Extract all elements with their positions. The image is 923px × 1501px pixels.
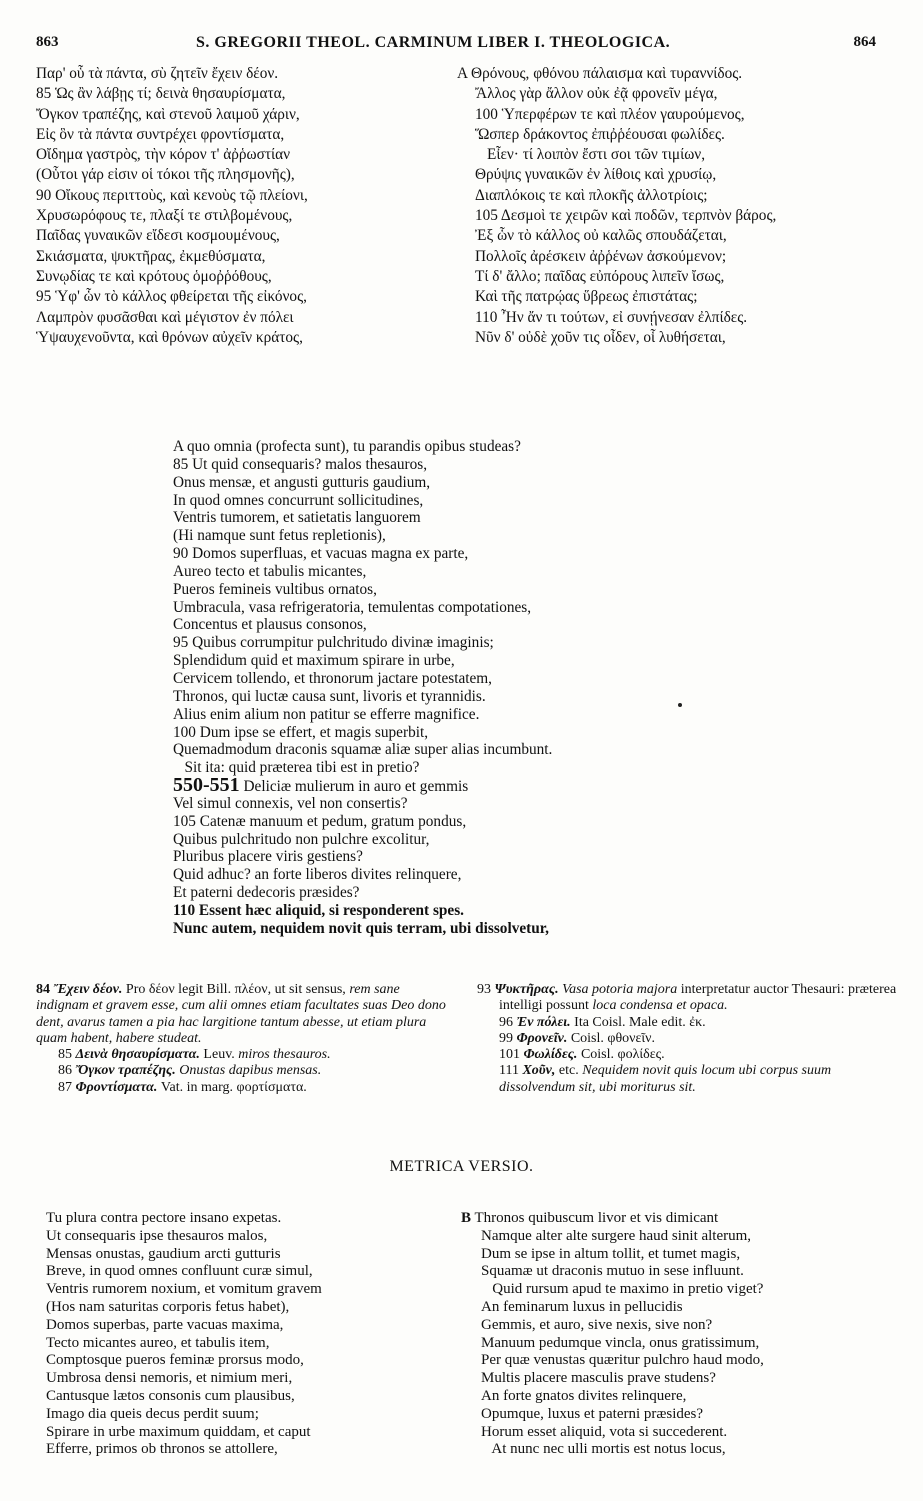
latin-line: Ventris tumorem, et satietatis languorem [173, 509, 421, 527]
verse-line: Dum se ipse in altum tollit, et tumet magis, [481, 1245, 741, 1262]
footnote-lemma: Ὄγκον τραπέζης. [75, 1063, 176, 1079]
verse-line: Imago dia queis decus perdit suum; [46, 1405, 259, 1422]
footnote [36, 1080, 446, 1096]
latin-line: Quid adhuc? an forte liberos divites relinquere, [173, 866, 462, 884]
footnote-italic: rem sane indignam et gravem esse, cum alii omnes etiam facultates suas Deo dono dent, avarus tamen a pia hac largitione tantum abesse, ut etiam plura quam habent, habere studeat. [36, 982, 446, 1046]
latin-line: (Hi namque sunt fetus repletionis), [173, 527, 386, 545]
greek-line: Παῖδας γυναικῶν εἴδεσι κοσμουμένους, [36, 227, 280, 245]
verse-line: Breve, in quod omnes confluunt curæ simul, [46, 1263, 313, 1280]
greek-line: Ὄγκον τραπέζης, καὶ στενοῦ λαιμοῦ χάριν, [36, 105, 300, 123]
footnote-text: Pro δέον legit Bill. πλέον, ut sit sensus, [122, 982, 350, 997]
latin-line: A quo omnia (profecta sunt), tu parandis opibus studeas? [173, 438, 521, 455]
section-heading: METRICA VERSIO. [389, 1158, 534, 1175]
greek-line: Οἴδημα γαστρὸς, τὴν κόρον τ' ἀῤῥωστίαν [36, 146, 291, 164]
greek-line: 90 Οἴκους περιττοὺς, καὶ κενοὺς τῷ πλείονι, [36, 186, 308, 204]
greek-line-text: Θρόνους, φθόνου πάλαισμα καὶ τυραννίδος. [471, 65, 743, 82]
footnote-number: 111 [499, 1063, 519, 1079]
verse-line: Spirare in urbe maximum quiddam, et caput [46, 1423, 311, 1440]
verse-line: Manuum pedumque vincla, onus gratissimum, [481, 1334, 760, 1351]
footnote-italic: Vasa potoria majora [562, 982, 678, 997]
verse-line: (Hos nam saturitas corporis fetus habet), [46, 1298, 290, 1315]
latin-line: Quemadmodum draconis squamæ aliæ super alias incumbunt. [173, 741, 553, 759]
footnote [36, 1063, 446, 1079]
greek-line: Παρ' οὗ τὰ πάντα, σὺ ζητεῖν ἔχειν δέον. [36, 65, 279, 82]
greek-line: 110 Ἦν ἄν τι τούτων, εἰ συνῄνεσαν ἐλπίδες. [475, 308, 748, 326]
latin-line: 95 Quibus corrumpitur pulchritudo divinæ imaginis; [173, 634, 494, 652]
greek-line: Ἐξ ὧν τὸ κάλλος οὐ καλῶς σπουδάζεται, [475, 227, 727, 245]
verse-line: At nunc nec ulli mortis est notus locus, [481, 1441, 726, 1458]
greek-line: Συνῳδίας τε καὶ κρότους ὁμοῤῥόθους, [36, 267, 272, 285]
footnote-italic: Nequidem novit quis locum ubi corpus suum dissolvendum sit, ubi moriturus sit. [499, 1063, 832, 1095]
latin-line: Onus mensæ, et angusti gutturis gaudium, [173, 473, 431, 491]
footnote-lemma: Χοῦν, [522, 1063, 556, 1079]
verse-line: Domos superbas, parte vacuas maxima, [46, 1316, 284, 1333]
verse-line: Namque alter alte surgere haud sinit alterum, [481, 1227, 752, 1244]
latin-line: 100 Dum ipse se effert, et magis superbit, [173, 723, 429, 741]
greek-line: Πολλοῖς ἀρέσκειν ἀῤῥένων ἀσκούμενον; [475, 247, 727, 265]
verse-line: Tecto micantes aureo, et tabulis item, [46, 1334, 270, 1351]
left-column-number: 863 [36, 34, 59, 50]
right-column-number: 864 [853, 34, 876, 50]
footnote-number: 93 [477, 982, 491, 997]
verse-line-text: Thronos quibuscum livor et vis dimicant [474, 1210, 719, 1226]
greek-line: Θρύψις γυναικῶν ἐν λίθοις καὶ χρυσίῳ, [475, 166, 717, 184]
footnote-number: 96 [499, 1014, 513, 1030]
footnote [477, 1047, 897, 1063]
footnote-text: Leuv. [199, 1047, 239, 1063]
footnote-text: Ita Coisl. Male edit. ἐκ. [570, 1014, 706, 1030]
footnote-lemma: Ἐν πόλει. [516, 1014, 571, 1030]
greek-line: 85 Ὡς ἂν λάβῃς τί; δεινὰ θησαυρίσματα, [36, 85, 286, 103]
footnote-italic: loca condensa et opaca. [592, 998, 728, 1014]
latin-line: Vel simul connexis, vel non consertis? [173, 794, 408, 812]
greek-text-right-column [457, 64, 887, 348]
latin-line [173, 774, 713, 797]
footnotes-left [36, 982, 446, 1096]
latin-line: 90 Domos superfluas, et vacuas magna ex parte, [173, 545, 469, 563]
ink-speck [678, 703, 682, 707]
verse-line: Tu plura contra pectore insano expetas. [46, 1210, 282, 1226]
verse-line: Ut consequaris ipse thesauros malos, [46, 1227, 268, 1244]
latin-line-text: Deliciæ mulierum in auro et gemmis [243, 778, 469, 796]
latin-line: Et paterni dedecoris præsides? [173, 884, 360, 902]
column-marker: 550-551 [173, 774, 240, 797]
footnote-text: Vat. in marg. φορτίσματα. [157, 1079, 307, 1095]
greek-line: 100 Ὑπερφέρων τε καὶ πλέον γαυρούμενος, [475, 105, 745, 123]
verse-line: Mensas onustas, gaudium arcti gutturis [46, 1245, 281, 1262]
metrical-version-right-column [461, 1210, 891, 1459]
footnote-number: 101 [499, 1047, 520, 1063]
metrical-version-left-column [46, 1210, 466, 1459]
greek-line: Καὶ τῆς πατρῴας ὕβρεως ἐπιστάτας; [475, 288, 698, 306]
greek-line: Εἰς ὃν τὰ πάντα συντρέχει φροντίσματα, [36, 125, 285, 143]
verse-line: An feminarum luxus in pellucidis [481, 1298, 683, 1315]
footnote-lemma: Ψυκτῆρας. [494, 982, 559, 997]
verse-line: Gemmis, et auro, sive nexis, sive non? [481, 1316, 713, 1333]
footnote-lemma: Δεινὰ θησαυρίσματα. [75, 1047, 200, 1063]
latin-line: Thronos, qui luctæ causa sunt, livoris et tyrannidis. [173, 687, 486, 705]
verse-line: Squamæ ut draconis mutuo in sese influunt. [481, 1263, 744, 1280]
footnote-lemma: Φωλίδες. [523, 1047, 578, 1063]
latin-line: Concentus et plausus consonos, [173, 616, 367, 634]
latin-line: In quod omnes concurrunt sollicitudines, [173, 491, 424, 509]
running-title: S. GREGORII THEOL. CARMINUM LIBER I. THEOLOGICA. [196, 34, 671, 51]
footnote-lemma: Φρονεῖν. [516, 1030, 568, 1046]
footnotes-right [477, 982, 897, 1096]
greek-line: Λαμπρὸν φυσᾶσθαι καὶ μέγιστον ἐν πόλει [36, 308, 294, 326]
footnote [36, 1047, 446, 1063]
verse-line: Multis placere masculis prave studens? [481, 1370, 716, 1387]
footnote-number: 85 [58, 1047, 72, 1063]
verse-line: Umbrosa densi nemoris, et nimium meri, [46, 1370, 293, 1387]
verse-line: Horum esset aliquid, vota si succederent. [481, 1423, 728, 1440]
greek-line: Νῦν δ' οὐδὲ χοῦν τις οἶδεν, οἷ λυθήσεται, [475, 328, 726, 346]
footnote [477, 1015, 897, 1031]
verse-line: Cantusque lætos consonis cum plausibus, [46, 1387, 295, 1404]
verse-line: Quid rursum apud te maximo in pretio viget? [481, 1281, 764, 1298]
verse-line [461, 1210, 891, 1228]
latin-line: Umbracula, vasa refrigeratoria, temulentas compotationes, [173, 598, 532, 616]
latin-line: 105 Catenæ manuum et pedum, gratum pondus, [173, 812, 467, 830]
latin-line: 110 Essent hæc aliquid, si responderent spes. [173, 901, 464, 919]
page-header [36, 34, 876, 58]
footnote [477, 1063, 897, 1096]
footnote-italic: Onustas dapibus mensas. [179, 1063, 322, 1079]
latin-line: Alius enim alium non patitur se efferre magnifice. [173, 705, 480, 723]
footnote-number: 87 [58, 1079, 72, 1095]
verse-line: Comptosque pueros feminæ prorsus modo, [46, 1352, 304, 1369]
verse-line: An forte gnatos divites relinquere, [481, 1387, 687, 1404]
footnote-number: 99 [499, 1030, 513, 1046]
margin-marker-a: A [457, 65, 468, 82]
greek-line: (Οὗτοι γάρ εἰσιν οἱ τόκοι τῆς πλησμονῆς), [36, 166, 295, 184]
footnote-text: interpretatur auctor Thesauri: præterea intelligi possunt [499, 982, 897, 1014]
greek-line: Εἶεν· τί λοιπὸν ἔστι σοι τῶν τιμίων, [487, 146, 706, 164]
greek-line: Ὑψαυχενοῦντα, καὶ θρόνων αὐχεῖν κράτος, [36, 328, 303, 346]
greek-line: Ἄλλος γὰρ ἄλλον οὐκ ἐᾷ φρονεῖν μέγα, [475, 85, 718, 103]
latin-line: Nunc autem, nequidem novit quis terram, ubi dissolvetur, [173, 919, 549, 937]
latin-prose-translation [173, 438, 713, 938]
footnote-lemma: Ἔχειν δέον. [53, 982, 123, 997]
greek-line [457, 64, 887, 84]
greek-text-left-column [36, 64, 456, 348]
latin-line: Pueros femineis vultibus ornatos, [173, 580, 377, 598]
footnote [477, 982, 897, 1015]
latin-line: Splendidum quid et maximum spirare in urbe, [173, 652, 455, 670]
verse-line: Efferre, primos ob thronos se attollere, [46, 1441, 278, 1458]
latin-line: Pluribus placere viris gestiens? [173, 848, 363, 866]
greek-line: Χρυσωρόφους τε, πλαξί τε στιλβομένους, [36, 207, 293, 225]
greek-line: Διαπλόκοις τε καὶ πλοκῆς ἀλλοτρίοις; [475, 186, 708, 204]
footnote-text: Coisl. φολίδες. [577, 1047, 665, 1063]
greek-line: Τί δ' ἄλλο; παῖδας εὐπόρους λιπεῖν ἴσως, [475, 267, 725, 285]
footnote-lemma: Φροντίσματα. [75, 1079, 158, 1095]
verse-line: Ventris rumorem noxium, et vomitum gravem [46, 1281, 322, 1298]
footnote-italic: miros thesauros. [238, 1047, 331, 1063]
footnote [36, 982, 446, 1047]
greek-line: 105 Δεσμοὶ τε χειρῶν καὶ ποδῶν, τερπνὸν βάρος, [475, 207, 777, 225]
latin-line: Cervicem tollendo, et thronorum jactare potestatem, [173, 669, 493, 687]
latin-line: Quibus pulchritudo non pulchre excolitur, [173, 830, 430, 848]
latin-line: Aureo tecto et tabulis micantes, [173, 562, 367, 580]
greek-line: Σκιάσματα, ψυκτῆρας, ἐκμεθύσματα, [36, 247, 266, 265]
footnote-number: 86 [58, 1063, 72, 1079]
latin-line: 85 Ut quid consequaris? malos thesauros, [173, 455, 428, 473]
margin-marker-b: B [461, 1210, 472, 1226]
footnote-text: Coisl. φθονεῖν. [567, 1030, 655, 1046]
footnote-number: 84 [36, 982, 50, 997]
verse-line: Opumque, luxus et paterni præsides? [481, 1405, 704, 1422]
greek-line: Ὥσπερ δράκοντος ἐπιῤῥέουσαι φωλίδες. [475, 125, 725, 143]
greek-line: 95 Ὑφ' ὧν τὸ κάλλος φθείρεται τῆς εἰκόνος, [36, 288, 307, 306]
footnote [477, 1031, 897, 1047]
footnote-text: etc. [555, 1063, 583, 1079]
verse-line: Per quæ venustas quæritur pulchro haud modo, [481, 1352, 764, 1369]
latin-line: Sit ita: quid præterea tibi est in pretio? [173, 759, 420, 777]
